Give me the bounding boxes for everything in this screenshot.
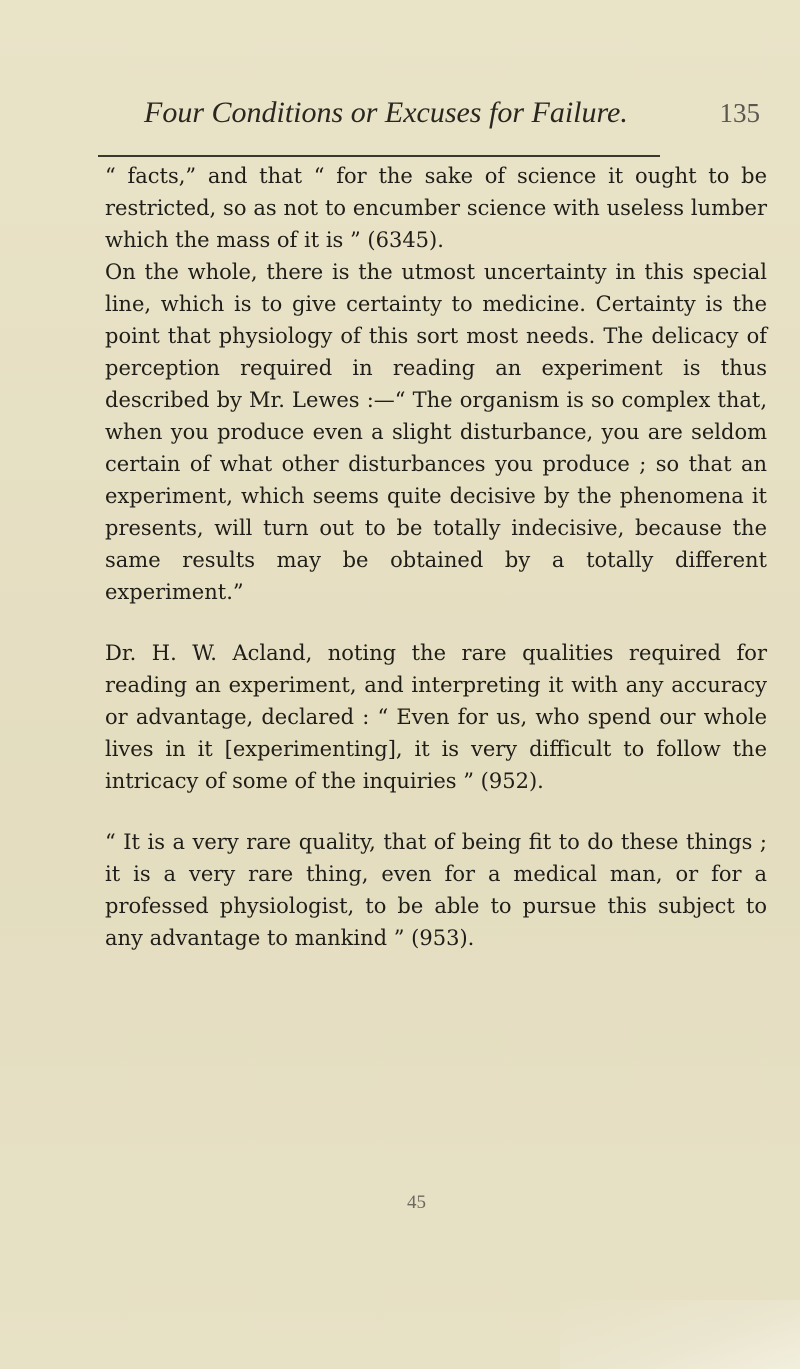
header-rule [98, 155, 660, 157]
page-number: 135 [719, 98, 760, 128]
paragraph-4: “ It is a very rare quality, that of being fit to do these things ; it is a very rare thing, even for a medical man, or for a professed physiologist, to be able to pursue this subject to any advantage to mankind ” (953). [105, 830, 767, 950]
running-title: Four Conditions or Excuses for Failure. [144, 96, 628, 129]
page-header [100, 96, 760, 136]
body-text [105, 160, 767, 954]
paragraph-2: On the whole, there is the utmost uncertainty in this special line, which is to give certainty to medicine. Certainty is the point that physiology of this sort most needs. The delicacy of perception required in reading an experiment is thus described by Mr. Lewes :—“ The organism is so complex that, when you produce even a slight disturbance, you are seldom certain of what other disturbances you produce ; so that an experiment, which seems quite decisive by the phenomena it presents, will turn out to be totally indecisive, because the same results may be obtained by a totally different experiment.” [105, 260, 767, 604]
paragraph-gap [105, 608, 767, 637]
signature-mark: 45 [407, 1192, 426, 1213]
paragraph-1: “ facts,” and that “ for the sake of science it ought to be restricted, so as not to encumber science with useless lumber which the mass of it is ” (6345). [105, 164, 767, 252]
paragraph-3: Dr. H. W. Acland, noting the rare qualities required for reading an experiment, and interpreting it with any accuracy or advantage, declared : “ Even for us, who spend our whole lives in it [experimenting], it is very difficult to follow the intricacy of some of the inquiries ” (952). [105, 641, 767, 793]
page-corner-fade [560, 1300, 800, 1369]
paragraph-gap [105, 797, 767, 826]
